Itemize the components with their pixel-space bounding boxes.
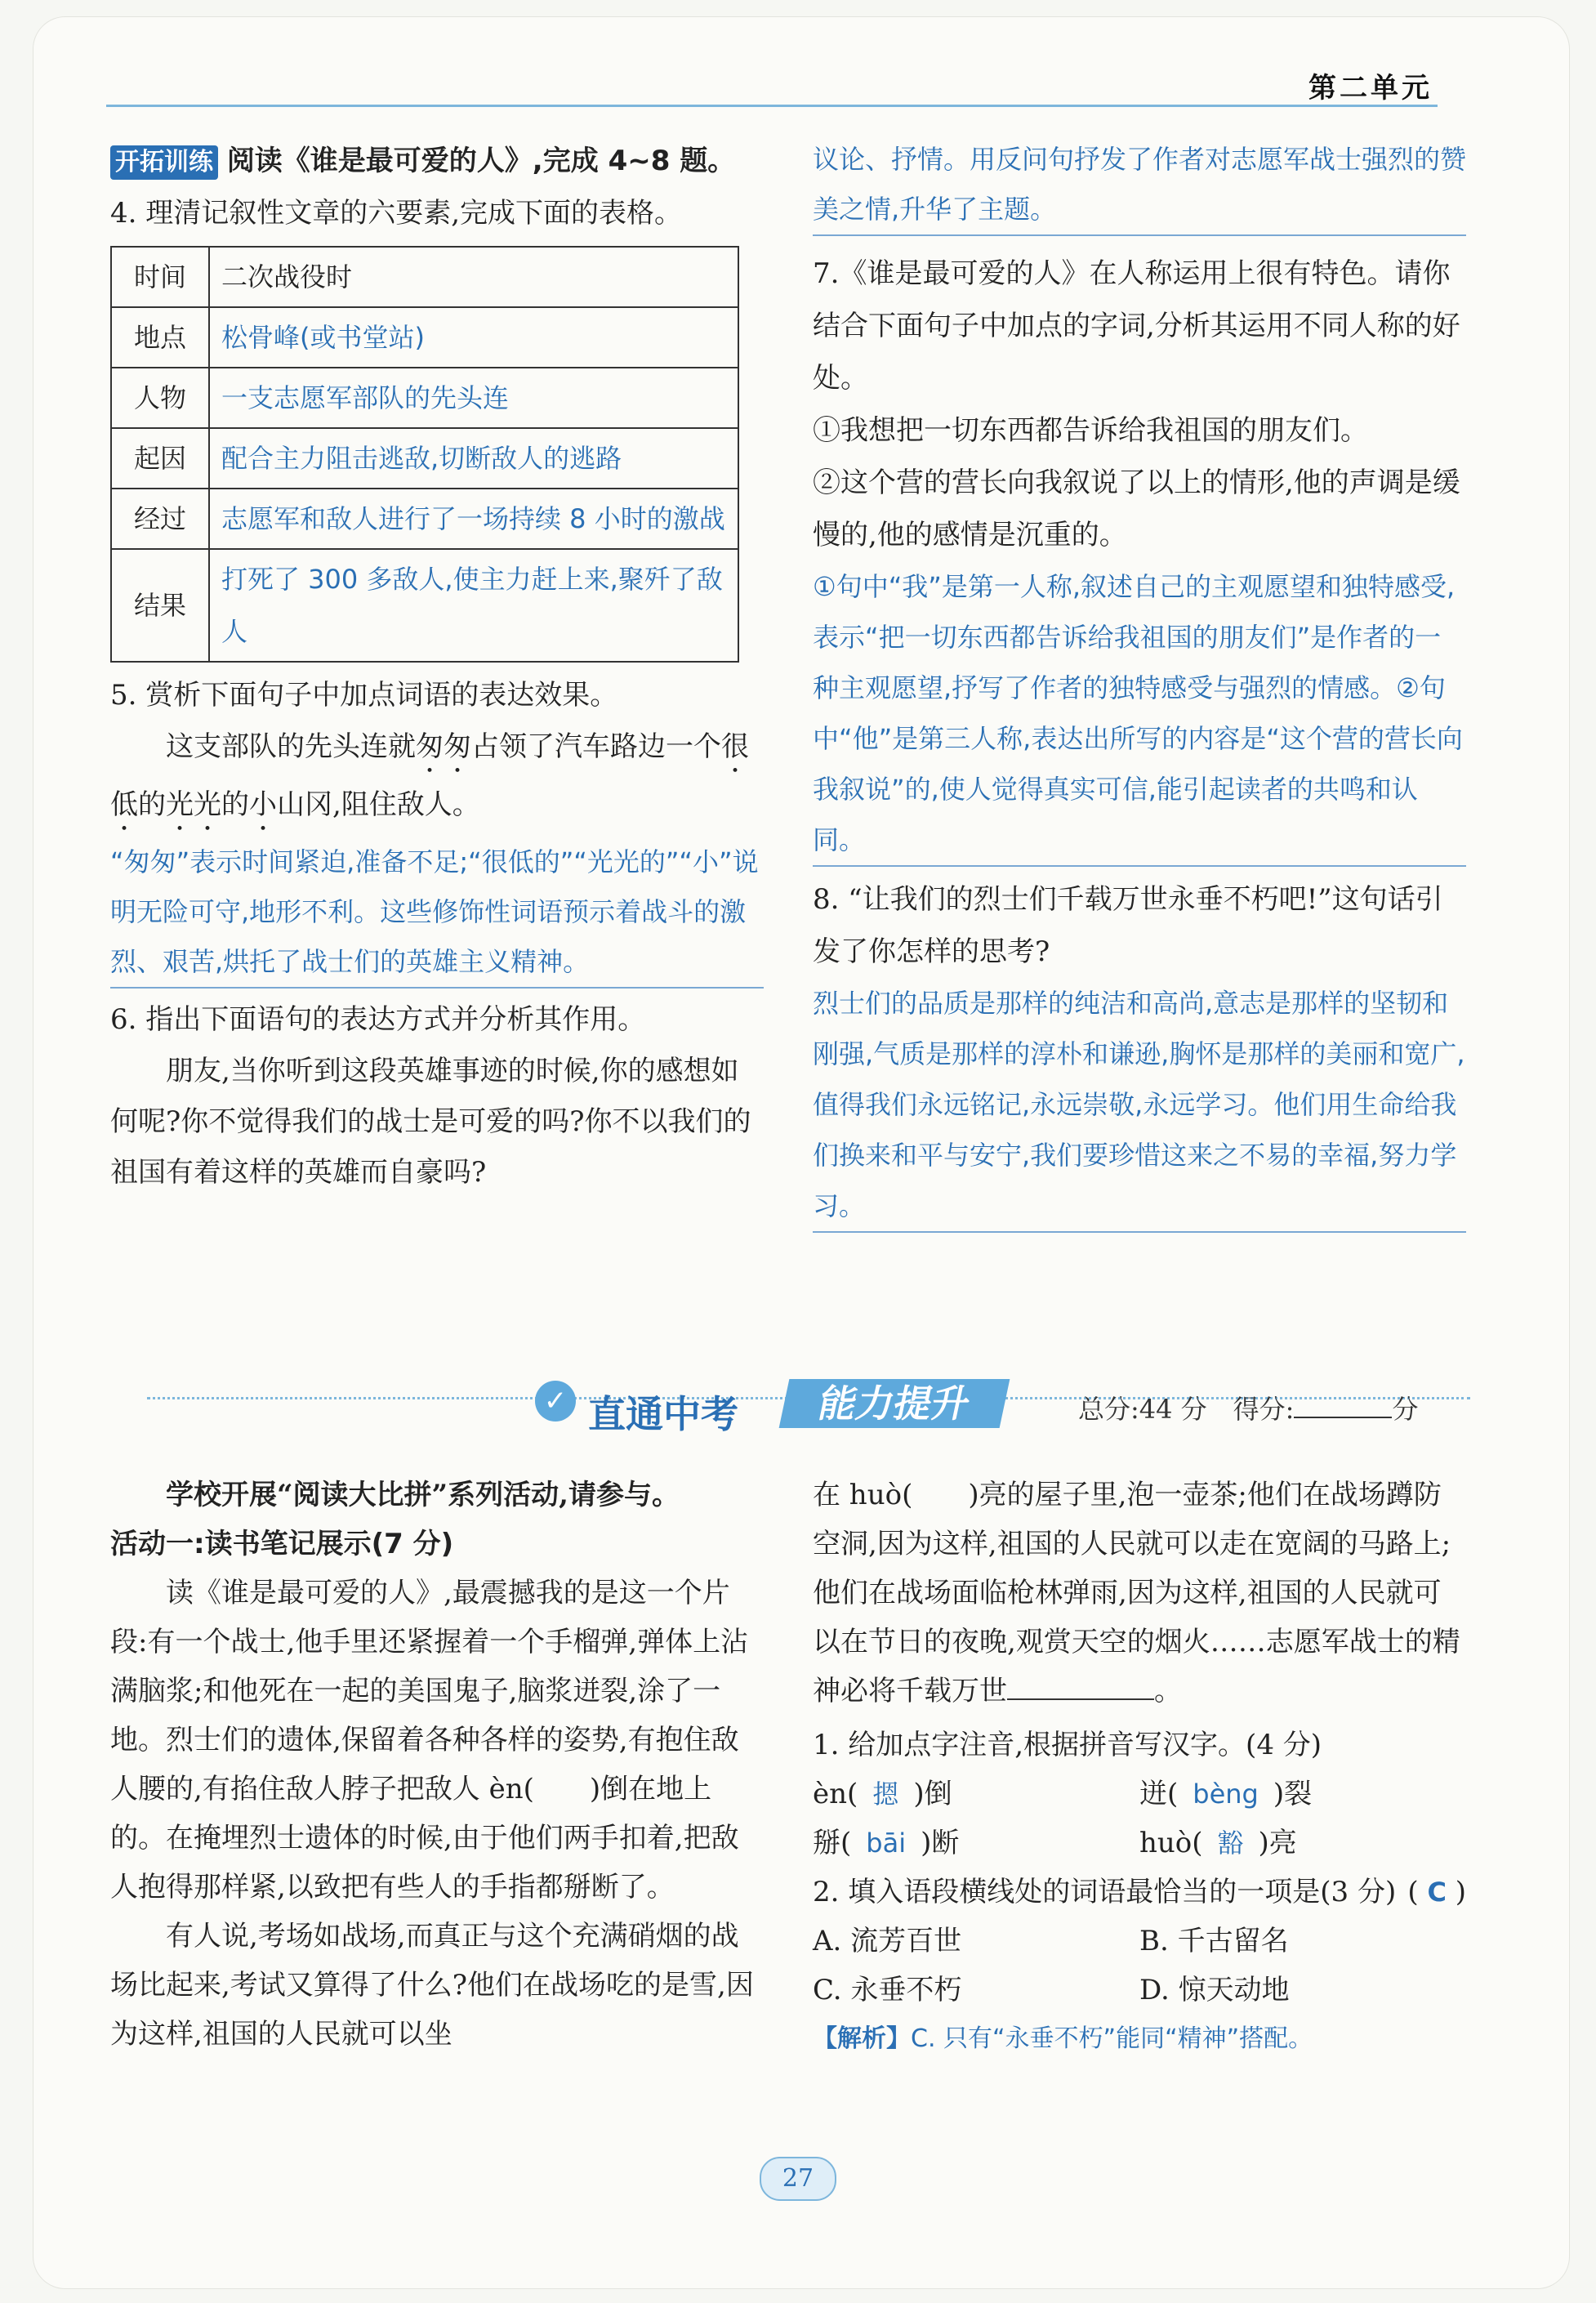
q4-text: 4. 理清记叙性文章的六要素,完成下面的表格。: [110, 197, 683, 230]
page-number: 27: [760, 2157, 836, 2201]
pinyin-item: huò( 豁 )亮: [1139, 1827, 1297, 1859]
elements-table: [110, 246, 739, 663]
right-column-top: [813, 135, 1466, 1233]
table-key: 经过: [111, 489, 209, 549]
table-value: 二次战役时: [209, 247, 738, 307]
q7-sentence-2: ②这个营的营长向我叙说了以上的情形,他的声调是缓慢的,他的感情是沉重的。: [813, 466, 1460, 551]
activity-paragraph-3: 在 huò( )亮的屋子里,泡一壶茶;他们在战场蹲防空洞,因为这样,祖国的人民就可以走在宽阔的马路上;他们在战场面临枪林弹雨,因为这样,祖国的人民就可以在节日的夜晚,观赏天空的烟火……志愿军战士的精神必将千载万世 。: [813, 1479, 1460, 1707]
table-row: [111, 307, 738, 368]
practice-badge: 开拓训练: [110, 145, 218, 180]
option-item: B. 千古留名: [1139, 1925, 1289, 1957]
right-column-bottom: [813, 1471, 1466, 2064]
a2-options: [813, 1917, 1466, 2015]
table-key: 结果: [111, 549, 209, 662]
a2-text: 2. 填入语段横线处的词语最恰当的一项是(3 分) ( C ): [813, 1876, 1466, 1908]
activity-paragraph-2: 有人说,考场如战场,而真正与这个充满硝烟的战场比起来,考试又算得了什么?他们在战场吃的是雪,因为这样,祖国的人民就可以坐: [110, 1920, 754, 2051]
table-row: [111, 489, 738, 549]
activity-intro: 学校开展“阅读大比拼”系列活动,请参与。: [166, 1479, 680, 1511]
q6-quote: 朋友,当你听到这段英雄事迹的时候,你的感想如何呢?你不觉得我们的战士是可爱的吗?你不以我们的祖国有着这样的英雄而自豪吗?: [110, 1055, 751, 1189]
check-icon: ✓: [535, 1381, 576, 1422]
q5-answer: “匆匆”表示时间紧迫,准备不足;“很低的”“光光的”“小”说明无险可守,地形不利。这些修饰性词语预示着战斗的激烈、艰苦,烘托了战士们的英雄主义精神。: [110, 837, 764, 989]
section-title: 直通中考: [588, 1392, 738, 1436]
a1-text: 1. 给加点字注音,根据拼音写汉字。(4 分): [813, 1729, 1322, 1761]
table-key: 时间: [111, 247, 209, 307]
table-key: 地点: [111, 307, 209, 368]
header-rule: [106, 105, 1438, 107]
left-column-bottom: [110, 1471, 764, 2059]
q8-answer: 烈士们的品质是那样的纯洁和高尚,意志是那样的坚韧和刚强,气质是那样的淳朴和谦逊,胸怀是那样的美丽和宽广,值得我们永远铭记,永远崇敬,永远学习。他们用生命给我们换来和平与安宁,我们要珍惜这来之不易的幸福,努力学习。: [813, 978, 1466, 1233]
table-value: 打死了 300 多敌人,使主力赶上来,聚歼了敌人: [209, 549, 738, 662]
table-value: 松骨峰(或书堂站): [209, 307, 738, 368]
q7-answer: ①句中“我”是第一人称,叙述自己的主观愿望和独特感受,表示“把一切东西都告诉给我祖国的朋友们”是作者的一种主观愿望,抒写了作者的独特感受与强烈的情感。②句中“他”是第三人称,表达出所写的内容是“这个营的营长向我叙说”的,使人觉得真实可信,能引起读者的共鸣和认同。: [813, 561, 1466, 867]
table-value: 志愿军和敌人进行了一场持续 8 小时的激战: [209, 489, 738, 549]
q7-text: 7.《谁是最可爱的人》在人称运用上很有特色。请你结合下面句子中加点的字词,分析其运用不同人称的好处。: [813, 257, 1460, 395]
q8-text: 8. “让我们的烈士们千载万世永垂不朽吧!”这句话引发了你怎样的思考?: [813, 883, 1443, 968]
question-intro: 开拓训练 阅读《谁是最可爱的人》,完成 4~8 题。: [110, 135, 764, 187]
q6-answer: 议论、抒情。用反问句抒发了作者对志愿军战士强烈的赞美之情,升华了主题。: [813, 135, 1466, 236]
table-value: 一支志愿军部队的先头连: [209, 368, 738, 428]
left-column-top: [110, 135, 764, 1198]
activity-title: 活动一:读书笔记展示(7 分): [110, 1528, 454, 1560]
q5-quote: 这支部队的先头连就匆匆占领了汽车路边一个很低的光光的小山冈,阻住敌人。: [110, 730, 749, 821]
table-key: 人物: [111, 368, 209, 428]
option-item: D. 惊天动地: [1139, 1974, 1290, 2006]
activity-paragraph-1: 读《谁是最可爱的人》,最震撼我的是这一个片段:有一个战士,他手里还紧握着一个手榴弹,弹体上沾满脑浆;和他死在一起的美国鬼子,脑浆迸裂,涂了一地。烈士们的遗体,保留着各种各样的姿势,有抱住敌人腰的,有掐住敌人脖子把敌人 èn( )倒在地上的。在掩埋烈士遗体的时候,由于他们两手扣着,把敌人抱得那样紧,以致把有些人的手指都掰断了。: [110, 1577, 749, 1904]
table-row: [111, 247, 738, 307]
table-row: [111, 368, 738, 428]
pinyin-item: 迸( bèng )裂: [1139, 1778, 1313, 1810]
option-item: A. 流芳百世: [813, 1925, 962, 1957]
table-value: 配合主力阻击逃敌,切断敌人的逃路: [209, 428, 738, 489]
q7-sentence-1: ①我想把一切东西都告诉给我祖国的朋友们。: [813, 414, 1368, 447]
table-key: 起因: [111, 428, 209, 489]
a2-analysis: 【解析】C. 只有“永垂不朽”能同“精神”搭配。: [813, 2024, 1313, 2053]
pinyin-item: 掰( bāi )断: [813, 1827, 960, 1859]
section-subtitle: 能力提升: [779, 1379, 1010, 1428]
pinyin-item: èn( 摁 )倒: [813, 1778, 952, 1810]
unit-title: 第二单元: [1308, 72, 1433, 105]
table-row: [111, 428, 738, 489]
score-line: 总分:44 分 得分: 分: [1078, 1394, 1419, 1425]
a1-items: [813, 1770, 1466, 1868]
table-row: [111, 549, 738, 662]
option-item: C. 永垂不朽: [813, 1974, 962, 2006]
q5-text: 5. 赏析下面句子中加点词语的表达效果。: [110, 679, 618, 712]
q6-text: 6. 指出下面语句的表达方式并分析其作用。: [110, 1003, 646, 1036]
